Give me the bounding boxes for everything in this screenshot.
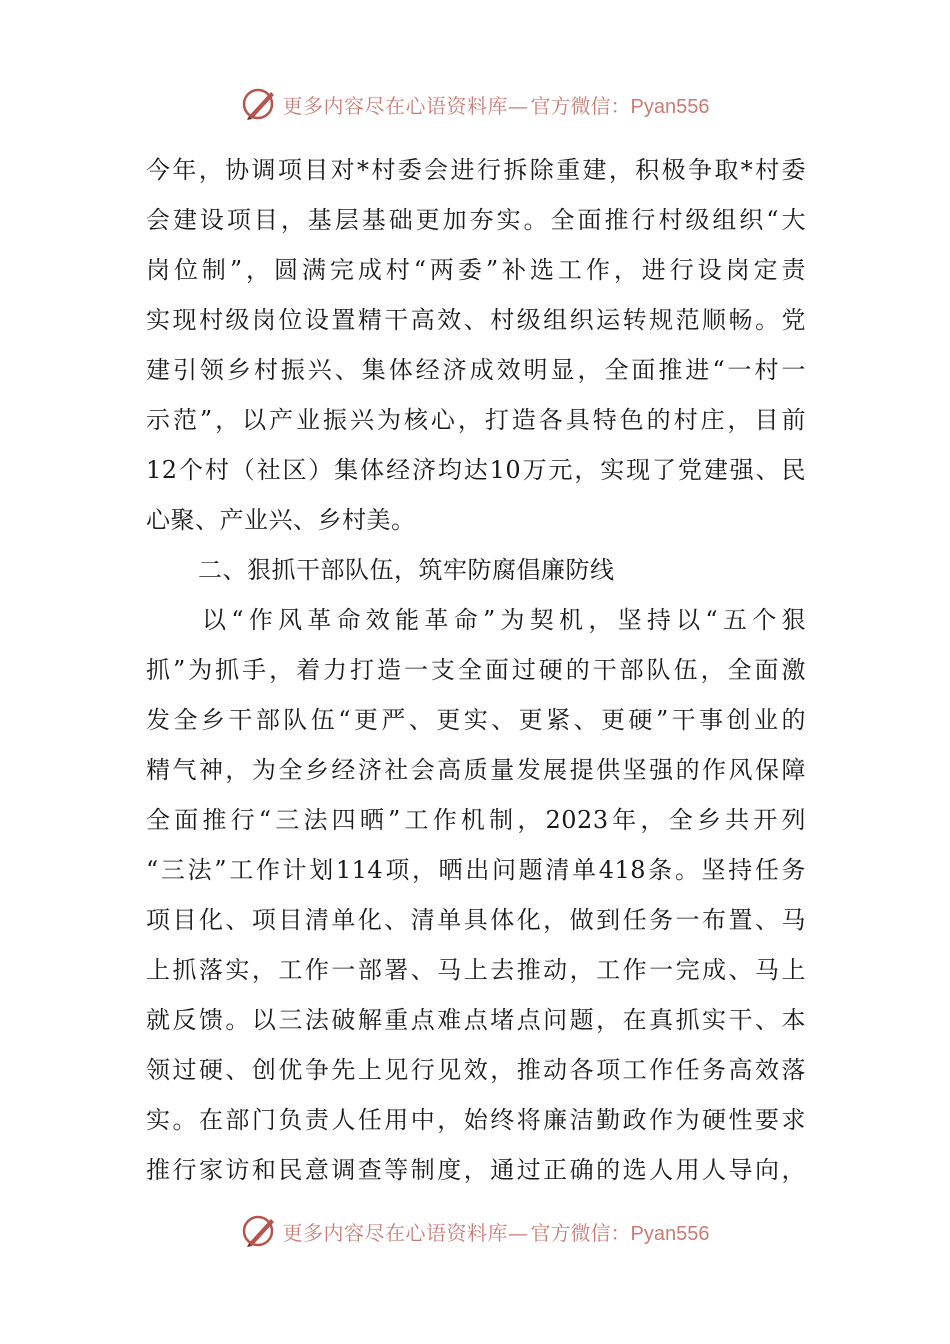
document-body [146, 145, 806, 1195]
body-line: 会建设项目，基层基础更加夯实。全面推行村级组织“大 [146, 206, 806, 234]
body-line: 实。在部门负责人任用中，始终将廉洁勤政作为硬性要求 [146, 1106, 806, 1134]
watermark-left-text: 更多内容尽在心语资料库— [282, 1220, 529, 1245]
pen-logo-icon [241, 1213, 279, 1249]
body-line: 发全乡干部队伍“更严、更实、更紧、更硬”干事创业的 [146, 706, 806, 734]
watermark-right-text: 官方微信：Pyan556 [530, 95, 710, 118]
body-line: 项目化、项目清单化、清单具体化，做到任务一布置、马 [146, 906, 806, 934]
body-line: 以“作风革命效能革命”为契机，坚持以“五个狠 [202, 606, 806, 634]
body-line: 抓”为抓手，着力打造一支全面过硬的干部队伍，全面激 [146, 656, 806, 684]
body-line: 示范”，以产业振兴为核心，打造各具特色的村庄，目前 [146, 406, 806, 434]
body-line: 精气神，为全乡经济社会高质量发展提供坚强的作风保障 [146, 756, 806, 784]
body-line: 全面推行“三法四晒”工作机制，2023年，全乡共开列 [146, 806, 806, 834]
body-line: 岗位制”，圆满完成村“两委”补选工作，进行设岗定责 [146, 256, 806, 284]
body-line: 推行家访和民意调查等制度，通过正确的选人用人导向， [146, 1156, 806, 1184]
pen-logo-icon [241, 86, 279, 122]
body-line: 就反馈。以三法破解重点难点堵点问题，在真抓实干、本 [146, 1006, 806, 1034]
body-line: 建引领乡村振兴、集体经济成效明显，全面推进“一村一 [146, 356, 806, 384]
body-line: 12个村（社区）集体经济均达10万元，实现了党建强、民 [146, 456, 806, 484]
footer-watermark [0, 1211, 950, 1251]
body-line: 今年，协调项目对*村委会进行拆除重建，积极争取*村委 [146, 156, 806, 184]
header-watermark [0, 84, 950, 124]
body-line: 领过硬、创优争先上见行见效，推动各项工作任务高效落 [146, 1056, 806, 1084]
body-line: 心聚、产业兴、乡村美。 [146, 506, 416, 534]
watermark-left-text: 更多内容尽在心语资料库— [282, 93, 529, 118]
section-heading: 二、狠抓干部队伍，筑牢防腐倡廉防线 [198, 556, 615, 584]
body-line: 上抓落实，工作一部署、马上去推动，工作一完成、马上 [146, 956, 806, 984]
body-line: 实现村级岗位设置精干高效、村级组织运转规范顺畅。党 [146, 306, 806, 334]
watermark-right-text: 官方微信：Pyan556 [530, 1222, 710, 1245]
body-line: “三法”工作计划114项，晒出问题清单418条。坚持任务 [146, 856, 806, 884]
